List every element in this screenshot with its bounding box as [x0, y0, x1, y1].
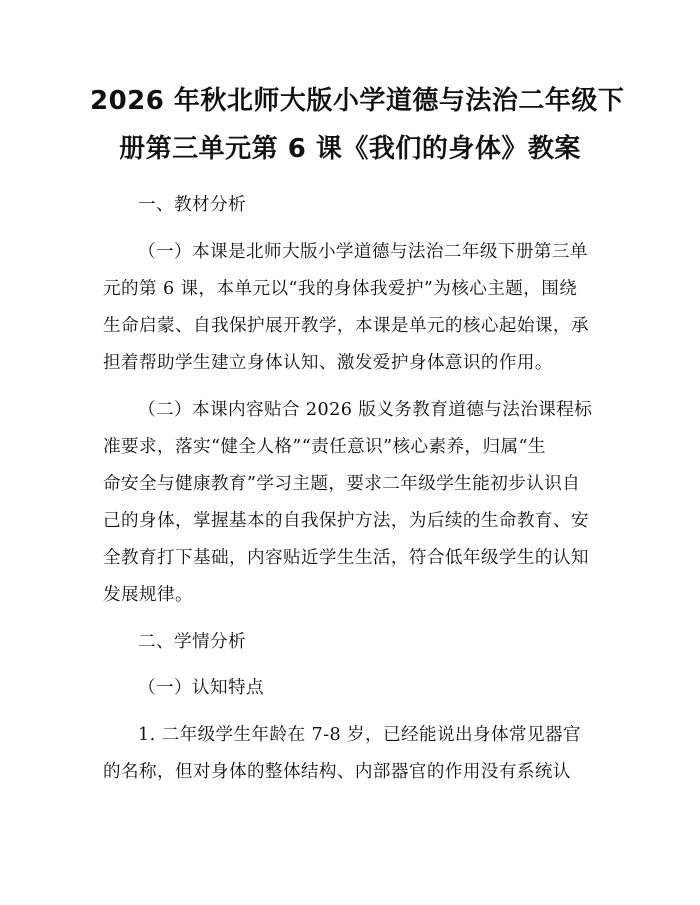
paragraph-2-line-1: （二）本课内容贴合 2026 版义务教育道德与法治课程标: [138, 400, 593, 420]
section-heading-learner-analysis: 二、学情分析: [138, 632, 246, 652]
document-title-line-2: 册第三单元第 6 课《我们的身体》教案: [119, 134, 581, 164]
paragraph-3-line-1: 1. 二年级学生年龄在 7-8 岁，已经能说出身体常见器官: [138, 725, 581, 745]
paragraph-1-line-4: 担着帮助学生建立身体认知、激发爱护身体意识的作用。: [103, 353, 553, 373]
paragraph-2-line-4: 己的身体，掌握基本的自我保护方法，为后续的生命教育、安: [103, 511, 589, 531]
paragraph-2-line-5: 全教育打下基础，内容贴近学生生活，符合低年级学生的认知: [103, 548, 589, 568]
document-title-line-1: 2026 年秋北师大版小学道德与法治二年级下: [90, 86, 625, 116]
paragraph-1-line-3: 生命启蒙、自我保护展开教学，本课是单元的核心起始课，承: [103, 316, 589, 336]
paragraph-3-line-2: 的名称，但对身体的整体结构、内部器官的作用没有系统认: [103, 762, 571, 782]
paragraph-2-line-6: 发展规律。: [103, 585, 193, 605]
paragraph-2-line-2: 准要求，落实“健全人格”“责任意识”核心素养，归属“生: [103, 437, 546, 457]
subsection-heading-cognitive-traits: （一）认知特点: [138, 678, 264, 698]
paragraph-1-line-1: （一）本课是北师大版小学道德与法治二年级下册第三单: [138, 242, 588, 262]
paragraph-1-line-2: 元的第 6 课，本单元以“我的身体我爱护”为核心主题，围绕: [103, 279, 578, 299]
section-heading-materials-analysis: 一、教材分析: [138, 195, 246, 215]
paragraph-2-line-3: 命安全与健康教育”学习主题，要求二年级学生能初步认识自: [103, 474, 581, 494]
